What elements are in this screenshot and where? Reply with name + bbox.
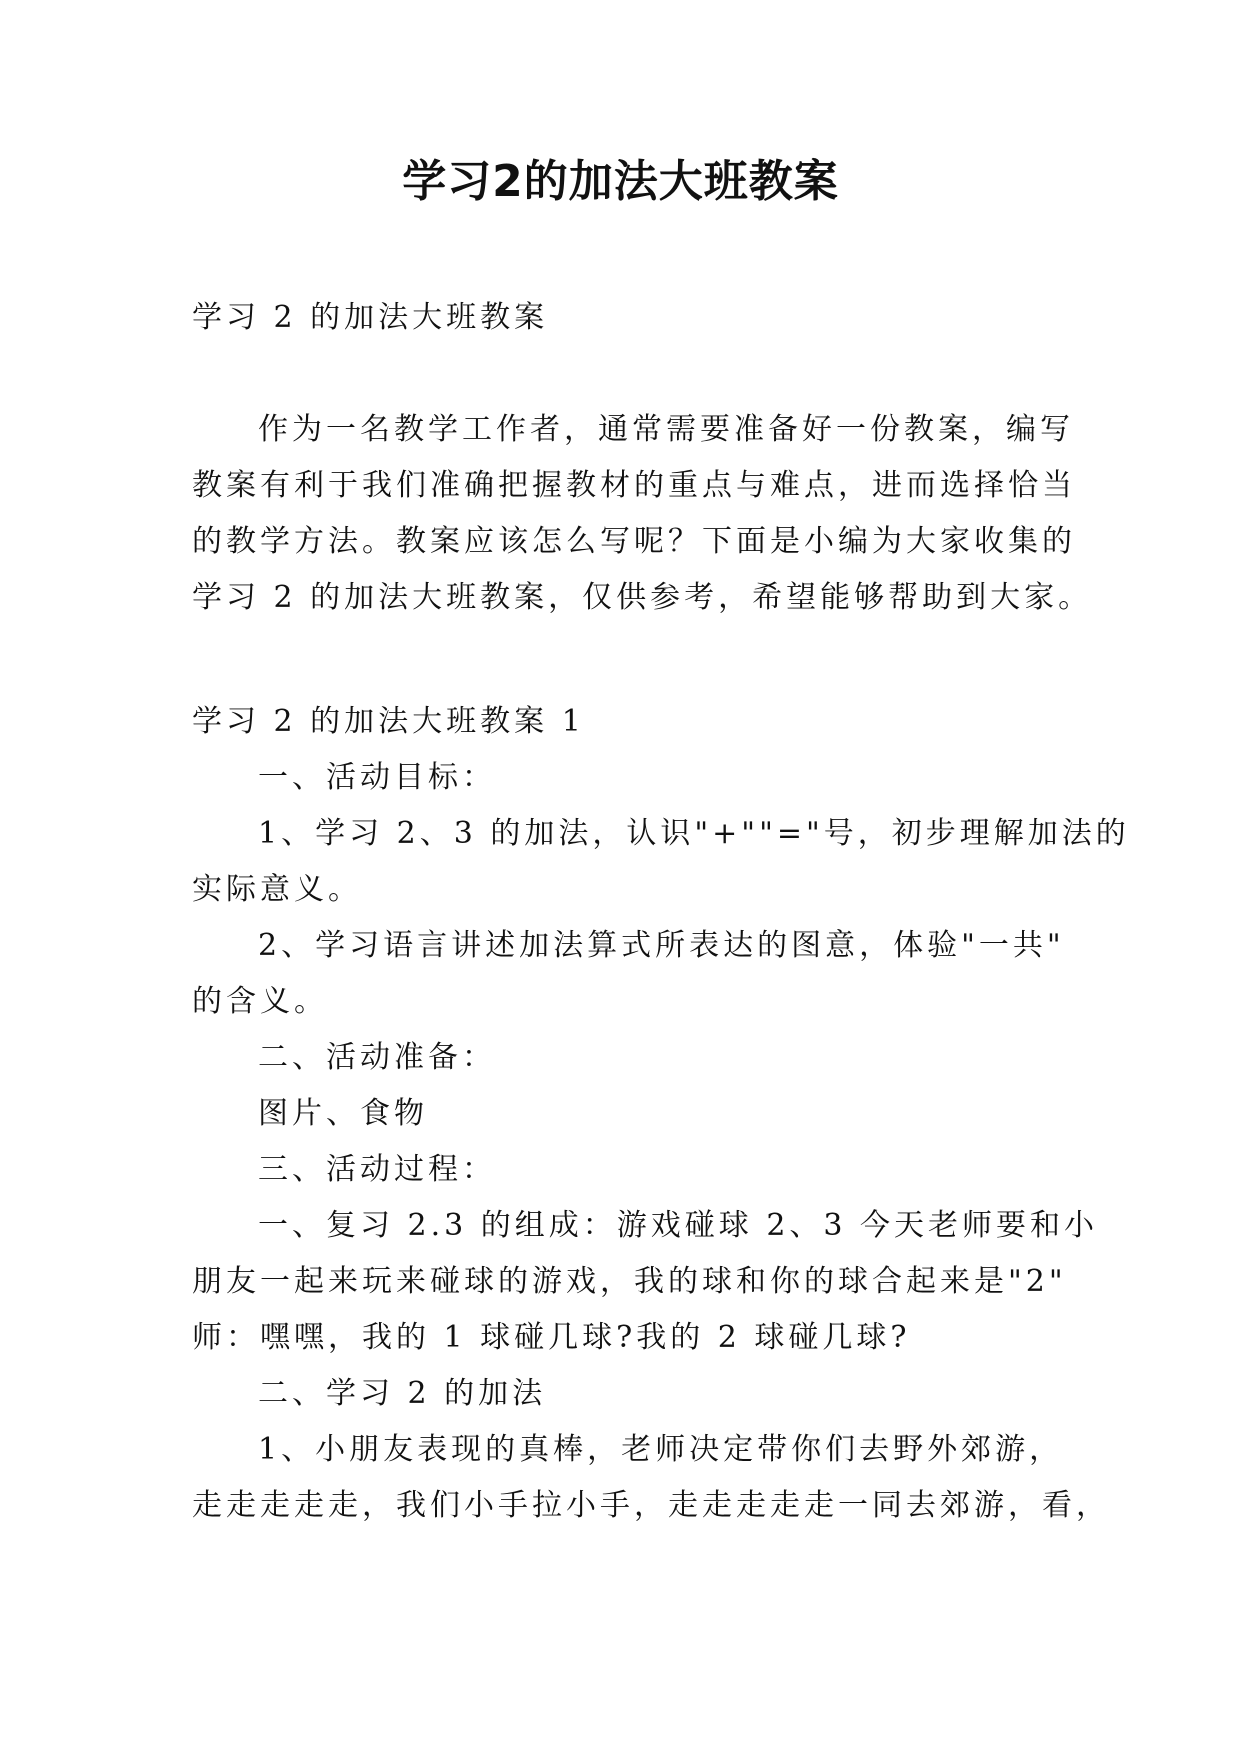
body-line: 二、活动准备：	[258, 1040, 496, 1075]
body-line: 朋友一起来玩来碰球的游戏，我的球和你的球合起来是"2"	[192, 1264, 1067, 1299]
intro-line: 教案有利于我们准确把握教材的重点与难点，进而选择恰当	[192, 468, 1076, 503]
intro-line: 的教学方法。教案应该怎么写呢？下面是小编为大家收集的	[192, 524, 1076, 559]
document-title: 学习2的加法大班教案	[402, 156, 839, 207]
body-line: 实际意义。	[192, 872, 362, 907]
intro-line: 学习 2 的加法大班教案，仅供参考，希望能够帮助到大家。	[192, 580, 1093, 615]
body-line: 图片、食物	[258, 1096, 428, 1131]
body-line: 走走走走走，我们小手拉小手，走走走走走一同去郊游，看，	[192, 1488, 1110, 1523]
body-line: 1、小朋友表现的真棒，老师决定带你们去野外郊游，	[258, 1432, 1064, 1467]
body-line: 2、学习语言讲述加法算式所表达的图意，体验"一共"	[258, 928, 1065, 963]
body-line: 一、复习 2.3 的组成：游戏碰球 2、3 今天老师要和小	[258, 1208, 1099, 1243]
section-title: 学习 2 的加法大班教案 1	[192, 704, 585, 739]
intro-line: 作为一名教学工作者，通常需要准备好一份教案，编写	[258, 412, 1074, 447]
body-line: 的含义。	[192, 984, 328, 1019]
body-line: 三、活动过程：	[258, 1152, 496, 1187]
body-line: 一、活动目标：	[258, 760, 496, 795]
body-line: 师：嘿嘿，我的 1 球碰几球?我的 2 球碰几球?	[192, 1320, 911, 1355]
document-subtitle: 学习 2 的加法大班教案	[192, 300, 549, 335]
body-line: 二、学习 2 的加法	[258, 1376, 547, 1411]
body-line: 1、学习 2、3 的加法，认识"+""="号，初步理解加法的	[258, 816, 1130, 851]
